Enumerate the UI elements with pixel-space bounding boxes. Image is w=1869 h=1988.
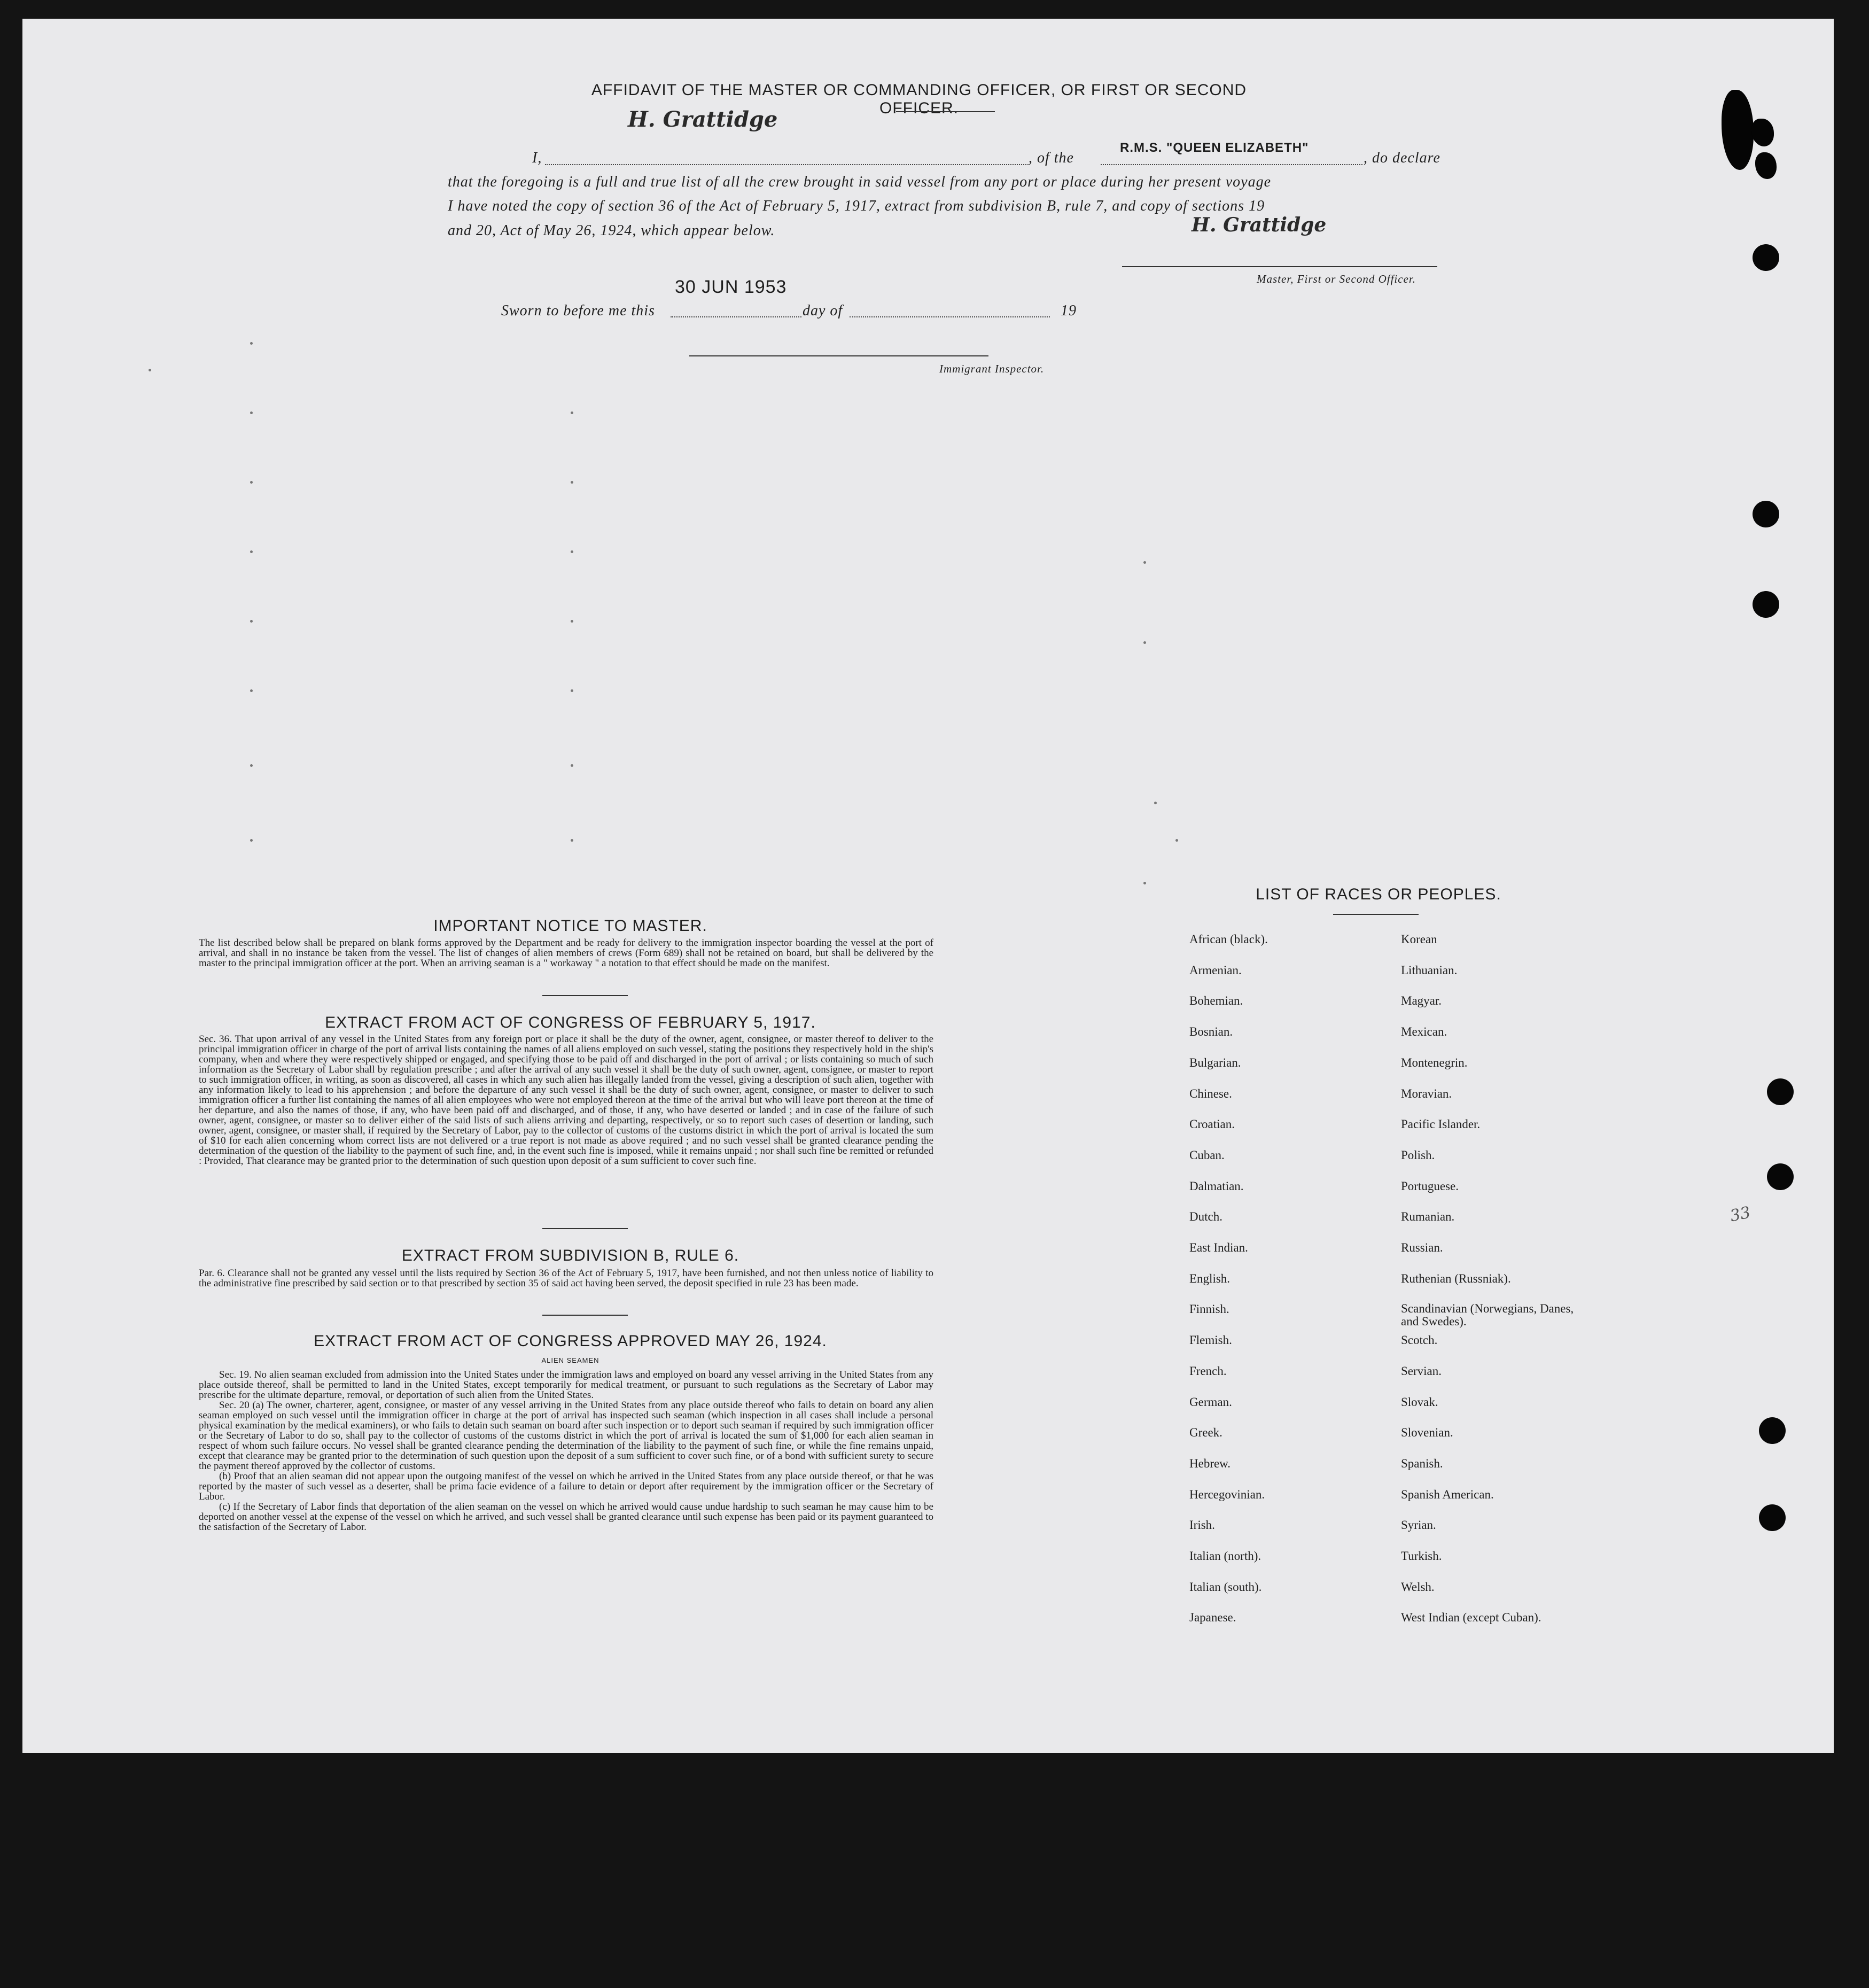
binder-hole-6 — [1759, 1417, 1786, 1444]
extract-1917-divider — [542, 1228, 628, 1229]
race-item: Slovak. — [1401, 1395, 1438, 1409]
extract-1924-sec19: Sec. 19. No alien seaman excluded from admission into the United States under the immigration laws and employed on board any vessel arriving in the United States from any place outside thereof, shall be permitted to land in the United States, except temporarily for medical treatment, or pursuant to such regulations as the Secretary of Labor may prescribe for the ultimate departure, removal, or deportation of such alien from the United States. — [199, 1369, 933, 1401]
race-item: French. — [1189, 1364, 1227, 1378]
binder-hole-2 — [1753, 501, 1779, 527]
race-item: African (black). — [1189, 933, 1268, 946]
race-item: German. — [1189, 1395, 1232, 1409]
binder-hole-4 — [1767, 1078, 1794, 1105]
race-item: Cuban. — [1189, 1148, 1225, 1162]
title-underline — [896, 111, 995, 112]
race-item: Finnish. — [1189, 1302, 1229, 1316]
races-heading: LIST OF RACES OR PEOPLES. — [1256, 886, 1501, 903]
sworn-text: Sworn to before me this — [501, 302, 655, 319]
master-signature-2: H. Grattidge — [1192, 214, 1327, 236]
race-item: Bulgarian. — [1189, 1055, 1241, 1069]
race-item: Italian (north). — [1189, 1549, 1261, 1563]
race-item: Portuguese. — [1401, 1179, 1459, 1193]
race-item: Lithuanian. — [1401, 963, 1458, 977]
rule6-divider — [542, 1315, 628, 1316]
inspector-signature-line — [689, 355, 988, 356]
race-item: Mexican. — [1401, 1025, 1447, 1039]
extract-1924-body — [199, 1370, 933, 1532]
alien-seamen-subheading: ALIEN SEAMEN — [541, 1356, 599, 1364]
sworn-month-line — [850, 316, 1050, 317]
affidavit-line3: I have noted the copy of section 36 of the Act of February 5, 1917, extract from subdivision B, rule 7, and copy of sections 19 — [448, 198, 1265, 214]
extract-1924-sec20b: (b) Proof that an alien seaman did not appear upon the outgoing manifest of the vessel on which he arrived in the United States from any place outside thereof, or that he was reported by the master of such vessel as a deserter, shall be prima facie evidence of a failure to detain or deport after requirement by the immigration officer or the Secretary of Labor. — [199, 1471, 933, 1502]
affidavit-do-declare: , do declare — [1364, 150, 1440, 166]
binder-hole-5 — [1767, 1163, 1794, 1190]
extract-1917-body: Sec. 36. That upon arrival of any vessel in the United States from any foreign port or place it shall be the duty of the owner, agent, consignee, or master thereof to deliver to the principal immigration officer in charge of the port of arrival lists containing the names of all aliens employed on such vessel, stating the positions they respectively hold in the ship's company, when and where they were respectively shipped or engaged, and specifying those to be paid off and discharged in the port of arrival ; or lists containing so much of such information as the Secretary of Labor shall by regulation prescribe ; and after the arrival of any such vessel it shall be the duty of such owner, agent, consignee, or master to report to such immigration officer, in writing, as soon as discovered, all cases in which any such alien has illegally landed from the vessel, giving a description of such alien, together with any information likely to lead to his apprehension ; and before the departure of any such vessel it shall be the duty of such owner, agent, consignee, or master to deliver to such immigration officer a further list containing the names of all alien employees who were not employed thereon at the time of the arrival but who will leave port thereon at the time of her departure, and also the names of those, if any, who have been paid off and discharged, and of those, if any, who have deserted or landed ; and in case of the failure of such owner, agent, consignee, or master so to deliver either of the said lists of such aliens arriving and departing, respectively, or so to report such cases of desertion or landing, such owner, agent, consignee, or master shall, if required by the Secretary of Labor, pay to the collector of customs of the customs district in which the port of arrival is located the sum of $10 for each alien concerning whom correct lists are not delivered or a true report is not made as above required ; and no such vessel shall be granted clearance pending the determination of the question of the liability to the payment of such fine, and, in the event such fine is imposed, while it remains unpaid ; nor shall such fine be remitted or refunded : Provided, That clearance may be granted prior to the determination of such question upon deposit of a sum sufficient to cover such fine. — [199, 1034, 933, 1167]
race-item: Slovenian. — [1401, 1426, 1453, 1440]
race-item: Dutch. — [1189, 1210, 1222, 1224]
race-item: Polish. — [1401, 1148, 1435, 1162]
race-item: Russian. — [1401, 1241, 1443, 1254]
master-signature: H. Grattidge — [628, 107, 778, 132]
race-item: Spanish American. — [1401, 1487, 1494, 1501]
affidavit-of-the: , of the — [1029, 150, 1074, 166]
rule6-body: Par. 6. Clearance shall not be granted any vessel until the lists required by Section 36 of the Act of February 5, 1917, have been furnished, and not then unless notice of liability to the administrative fine prescribed by said section or to that prescribed by section 35 of said act having been served, the deposit specified in rule 23 has been made. — [199, 1268, 933, 1289]
race-item: Welsh. — [1401, 1580, 1435, 1594]
rule6-heading: EXTRACT FROM SUBDIVISION B, RULE 6. — [401, 1247, 739, 1264]
race-item: Japanese. — [1189, 1611, 1236, 1625]
race-item: Magyar. — [1401, 994, 1442, 1008]
race-item: Flemish. — [1189, 1333, 1232, 1347]
race-item: Hebrew. — [1189, 1456, 1231, 1470]
race-item: West Indian (except Cuban). — [1401, 1611, 1541, 1625]
extract-1924-sec20c: (c) If the Secretary of Labor finds that deportation of the alien seaman on the vessel on which he arrived would cause undue hardship to such seaman he may cause him to be deported on another vessel at the expense of the vessel on which he arrived, and such vessel shall be granted clearance until such expense has been paid or its payment guaranteed to the satisfaction of the Secretary of Labor. — [199, 1501, 933, 1533]
day-of-label: day of — [803, 302, 843, 319]
race-item: Ruthenian (Russniak). — [1401, 1271, 1511, 1285]
notice-divider — [542, 995, 628, 996]
name-field-line — [545, 164, 1029, 165]
affidavit-line4: and 20, Act of May 26, 1924, which appear below. — [448, 222, 775, 239]
binder-hole-7 — [1759, 1504, 1786, 1531]
sworn-day-line — [671, 316, 801, 317]
race-item: Bosnian. — [1189, 1025, 1233, 1039]
affidavit-line2: that the foregoing is a full and true list of all the crew brought in said vessel from any port or place during her present voyage — [448, 174, 1272, 190]
race-item: Greek. — [1189, 1426, 1222, 1440]
race-item: Croatian. — [1189, 1117, 1235, 1131]
notice-heading: IMPORTANT NOTICE TO MASTER. — [433, 917, 707, 935]
race-item: Servian. — [1401, 1364, 1442, 1378]
race-item: Rumanian. — [1401, 1210, 1455, 1224]
race-item: East Indian. — [1189, 1241, 1248, 1254]
year-prefix: 19 — [1061, 302, 1077, 319]
races-heading-underline — [1333, 914, 1419, 915]
race-item: Dalmatian. — [1189, 1179, 1244, 1193]
vessel-field-line — [1101, 164, 1362, 165]
race-item: Scandinavian (Norwegians, Danes, and Swedes). — [1401, 1302, 1574, 1329]
notice-body: The list described below shall be prepared on blank forms approved by the Department and be ready for delivery to the immigration inspector boarding the vessel at the port of arrival, and shall in no instance be taken from the vessel. The list of changes of alien members of crews (Form 689) shall not be retained on board, but shall be delivered by the master to the principal immigration officer at the port. When an arriving seaman is a " workaway " a notation to that effect should be made on the manifest. — [199, 937, 933, 969]
race-item: Spanish. — [1401, 1456, 1443, 1470]
binder-hole-3 — [1753, 591, 1779, 618]
affidavit-line1-prefix: I, — [532, 150, 542, 166]
race-item: Italian (south). — [1189, 1580, 1262, 1594]
race-item: Hercegovinian. — [1189, 1487, 1265, 1501]
extract-1924-sec20a: Sec. 20 (a) The owner, charterer, agent, consignee, or master of any vessel arriving in the United States from any place outside thereof who fails to detain on board any alien seaman employed on such vessel until the immigration officer in charge at the port of arrival has inspected such seaman (which inspection in all cases shall include a personal physical examination by the medical examiners), or who fails to detain such seaman on board after such inspection or to deport such seaman if required by such immigration officer or the Secretary of Labor to do so, shall pay to the collector of customs of the customs district in which the port of arrival is located the sum of $1,000 for each alien seaman in respect of whom such failure occurs. No vessel shall be granted clearance pending the determination of the liability to the payment of such fine, or while the fine remains unpaid, except that clearance may be granted prior to the determination of such question upon the deposit of a sum sufficient to cover such fine, or of a bond with sufficient surety to secure the payment thereof approved by the collector of customs. — [199, 1400, 933, 1472]
inspector-label: Immigrant Inspector. — [939, 362, 1045, 375]
affidavit-title: AFFIDAVIT OF THE MASTER OR COMMANDING OFFICER, OR FIRST OR SECOND OFFICER. — [591, 81, 1247, 117]
extract-1924-heading: EXTRACT FROM ACT OF CONGRESS APPROVED MAY 26, 1924. — [314, 1332, 827, 1350]
race-item: Irish. — [1189, 1518, 1215, 1532]
race-item: Scotch. — [1401, 1333, 1438, 1347]
race-item: Chinese. — [1189, 1086, 1232, 1100]
master-label: Master, First or Second Officer. — [1257, 273, 1416, 285]
master-signature-line — [1122, 266, 1437, 267]
race-item: Moravian. — [1401, 1086, 1452, 1100]
sworn-date-stamp: 30 JUN 1953 — [675, 277, 787, 297]
race-item: Turkish. — [1401, 1549, 1442, 1563]
race-item: English. — [1189, 1271, 1231, 1285]
race-item: Montenegrin. — [1401, 1055, 1468, 1069]
race-item: Pacific Islander. — [1401, 1117, 1481, 1131]
extract-1917-heading: EXTRACT FROM ACT OF CONGRESS OF FEBRUARY 5, 1917. — [325, 1014, 816, 1031]
race-item: Syrian. — [1401, 1518, 1436, 1532]
race-item: Bohemian. — [1189, 994, 1243, 1008]
vessel-name-field: R.M.S. "QUEEN ELIZABETH" — [1120, 141, 1309, 155]
race-item: Korean — [1401, 933, 1437, 946]
binder-hole-1 — [1753, 244, 1779, 271]
margin-note: 33 — [1728, 1203, 1753, 1226]
race-item: Armenian. — [1189, 963, 1242, 977]
